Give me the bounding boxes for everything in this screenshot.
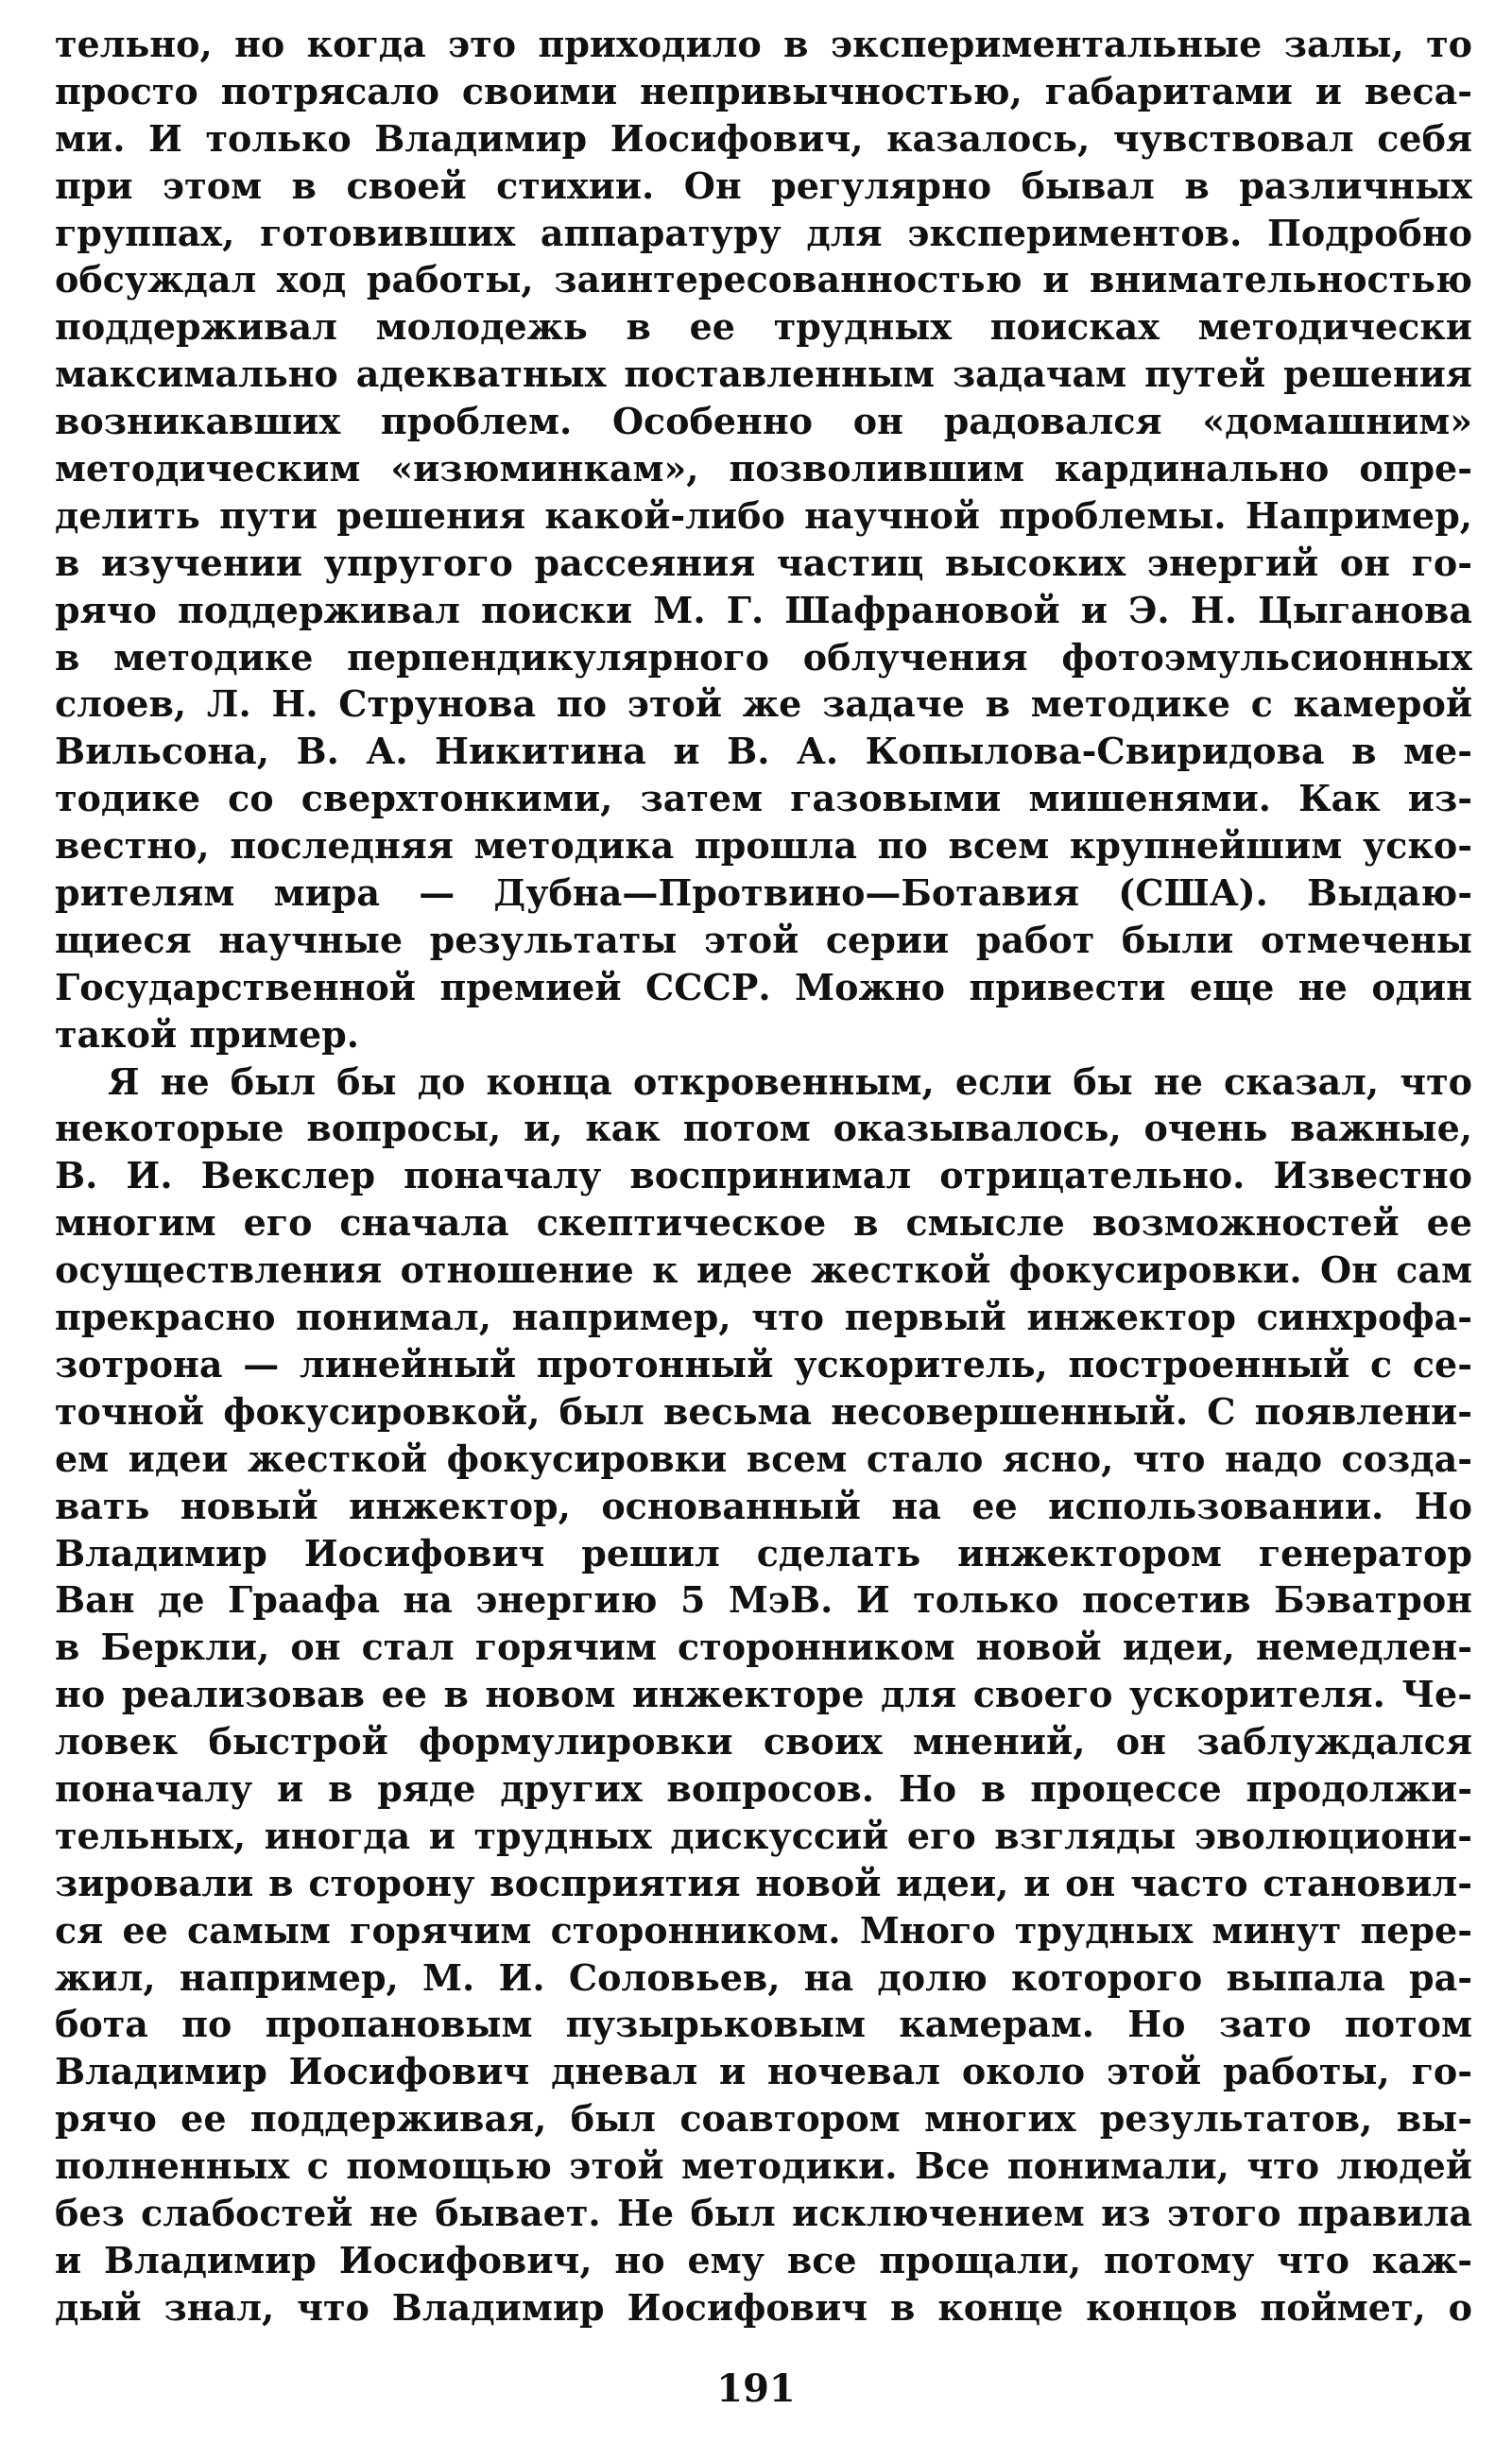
text-line: методическим «изюминкам», позволившим кардинально опре- (55, 447, 1472, 490)
text-line: ем идеи жесткой фокусировки всем стало ясно, что надо созда- (55, 1437, 1472, 1480)
text-line: зировали в сторону восприятия новой идеи, и он часто становил- (55, 1861, 1472, 1904)
text-line: поначалу и в ряде других вопросов. Но в процессе продолжи- (55, 1766, 1472, 1810)
text-line: некоторые вопросы, и, как потом оказывалось, очень важные, (55, 1107, 1472, 1150)
text-line: при этом в своей стихии. Он регулярно бывал в различных (55, 163, 1472, 207)
text-line: тельных, иногда и трудных дискуссий его взгляды эволюциони- (55, 1814, 1472, 1857)
text-line: в методике перпендикулярного облучения фотоэмульсионных (55, 635, 1472, 679)
text-line: вестно, последняя методика прошла по всем крупнейшим уско- (55, 824, 1472, 868)
text-line: поддерживал молодежь в ее трудных поисках методически (55, 305, 1472, 349)
text-line: такой пример. (55, 1012, 359, 1056)
paragraph-2 (55, 1058, 1472, 2332)
text-line: ми. И только Владимир Иосифович, казалось, чувствовал себя (55, 116, 1472, 160)
text-line: В. И. Векслер поначалу воспринимал отрицательно. Известно (55, 1154, 1472, 1197)
text-line: обсуждал ход работы, заинтересованностью и внимательностью (55, 258, 1472, 301)
text-line: прекрасно понимал, например, что первый инжектор синхрофа- (55, 1296, 1472, 1339)
text-line: ся ее самым горячим сторонником. Много трудных минут пере- (55, 1908, 1472, 1952)
text-line: жил, например, М. И. Соловьев, на долю которого выпала ра- (55, 1955, 1472, 1999)
text-line: бота по пропановым пузырьковым камерам. Но зато потом (55, 2003, 1472, 2046)
text-line: Государственной премией СССР. Можно привести еще не один (55, 965, 1472, 1008)
page-number: 191 (716, 2366, 796, 2411)
text-line: в изучении упругого рассеяния частиц высоких энергий он го- (55, 541, 1472, 584)
text-line: без слабостей не бывает. Не был исключением из этого правила (55, 2191, 1472, 2234)
text-line: просто потрясало своими непривычностью, габаритами и веса- (55, 69, 1472, 112)
text-line: ловек быстрой формулировки своих мнений, он заблуждался (55, 1720, 1472, 1764)
text-line: полненных с помощью этой методики. Все понимали, что людей (55, 2144, 1472, 2188)
text-line: но реализовав ее в новом инжекторе для своего ускорителя. Че- (55, 1673, 1472, 1716)
text-line: Владимир Иосифович дневал и ночевал около этой работы, го- (55, 2050, 1472, 2093)
text-line: точной фокусировкой, был весьма несовершенный. С появлени- (55, 1389, 1472, 1433)
text-line: осуществления отношение к идее жесткой фокусировки. Он сам (55, 1248, 1472, 1292)
text-line: многим его сначала скептическое в смысле возможностей ее (55, 1201, 1472, 1245)
text-line: рячо поддерживал поиски М. Г. Шафрановой и Э. Н. Цыганова (55, 588, 1472, 631)
text-line: Я не был бы до конца откровенным, если бы не сказал, что (108, 1059, 1472, 1103)
page-text (55, 21, 1472, 2332)
text-line: Ван де Граафа на энергию 5 МэВ. И только посетив Бэватрон (55, 1578, 1472, 1622)
text-line: слоев, Л. Н. Струнова по этой же задаче в методике с камерой (55, 682, 1472, 726)
text-line: вать новый инжектор, основанный на ее использовании. Но (55, 1484, 1472, 1527)
text-line: тодике со сверхтонкими, затем газовыми мишенями. Как из- (55, 777, 1472, 820)
text-line: Владимир Иосифович решил сделать инжектором генератор (55, 1531, 1472, 1575)
text-line: и Владимир Иосифович, но ему все прощали, потому что каж- (55, 2238, 1472, 2281)
text-line: Вильсона, В. А. Никитина и В. А. Копылова-Свиридова в ме- (55, 730, 1472, 773)
paragraph-1 (55, 21, 1472, 1058)
text-line: группах, готовивших аппаратуру для экспериментов. Подробно (55, 211, 1472, 254)
text-line: рителям мира — Дубна—Протвино—Ботавия (США). Выдаю- (55, 871, 1472, 915)
text-line: максимально адекватных поставленным задачам путей решения (55, 353, 1472, 396)
text-line: возникавших проблем. Особенно он радовался «домашним» (55, 400, 1472, 443)
text-line: в Беркли, он стал горячим сторонником новой идеи, немедлен- (55, 1626, 1472, 1669)
text-line: дый знал, что Владимир Иосифович в конце концов поймет, о (55, 2285, 1472, 2329)
text-line: тельно, но когда это приходило в экспериментальные залы, то (55, 23, 1472, 65)
text-line: рячо ее поддерживая, был соавтором многих результатов, вы- (55, 2097, 1472, 2141)
text-line: зотрона — линейный протонный ускоритель, построенный с се- (55, 1342, 1472, 1385)
text-line: делить пути решения какой-либо научной проблемы. Например, (55, 493, 1472, 537)
text-line: щиеся научные результаты этой серии работ были отмечены (55, 918, 1472, 961)
